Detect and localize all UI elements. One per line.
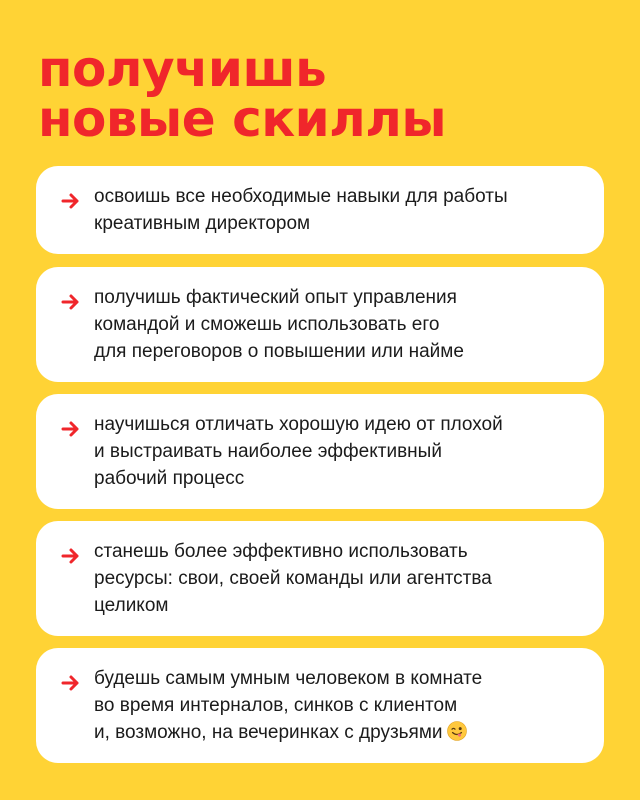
arrow-right-icon	[60, 190, 82, 212]
skill-text-line: командой и сможешь использовать его	[94, 314, 440, 335]
skill-text	[94, 284, 590, 365]
skill-text-line: получишь фактический опыт управления	[94, 287, 457, 308]
skill-text-line-with-emoji	[94, 719, 590, 746]
skill-card	[36, 394, 604, 509]
skill-card	[36, 166, 604, 254]
skill-text-line: для переговоров о повышении или найме	[94, 341, 464, 362]
skill-text-line: рабочий процесс	[94, 468, 245, 489]
skill-text-line: будешь самым умным человеком в комнате	[94, 668, 483, 689]
skill-card	[36, 521, 604, 636]
skill-text	[94, 411, 590, 492]
skill-text-line: во время интерналов, синков с клиентом	[94, 695, 458, 716]
arrow-right-icon	[60, 672, 82, 694]
skill-text-line: освоишь все необходимые навыки для работы	[94, 186, 508, 207]
skill-text-line: и выстраивать наиболее эффективный	[94, 441, 442, 462]
skill-text	[94, 665, 590, 746]
skill-card	[36, 267, 604, 382]
headline-line-2: новые скиллы	[38, 90, 447, 148]
page-title	[38, 40, 447, 148]
headline-line-1: получишь	[38, 40, 327, 98]
skill-text-line: креативным директором	[94, 213, 311, 234]
skill-text-line: станешь более эффективно использовать	[94, 541, 468, 562]
skill-text	[94, 183, 590, 237]
skill-text-line: целиком	[94, 595, 169, 616]
skill-card	[36, 648, 604, 763]
skill-text	[94, 538, 590, 619]
skill-text-line: ресурсы: свои, своей команды или агентства	[94, 568, 492, 589]
skill-text-line: научишься отличать хорошую идею от плохой	[94, 414, 503, 435]
winking-face-with-tongue-icon	[447, 721, 467, 741]
skill-text-line: и, возможно, на вечеринках с друзьями	[94, 722, 443, 743]
arrow-right-icon	[60, 291, 82, 313]
arrow-right-icon	[60, 418, 82, 440]
arrow-right-icon	[60, 545, 82, 567]
